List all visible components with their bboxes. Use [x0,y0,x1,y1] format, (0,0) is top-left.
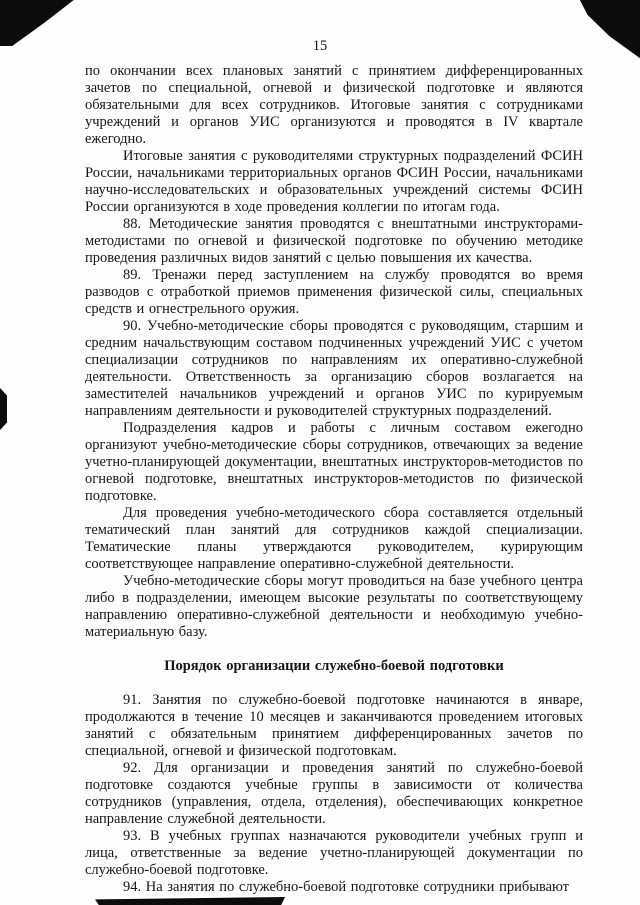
paragraph-item-94: 94. На занятия по служебно-боевой подготовке сотрудники прибывают [123,879,570,895]
paragraph-item-88: 88. Методические занятия проводятся с внештатными инструкторами-методистами по огневой и физической подготовке по обучению методике проведения различных видов занятий с целью повышения их качества. [85,216,583,266]
paragraph: Подразделения кадров и работы с личным составом ежегодно организуют учебно-методические сборы сотрудников, отвечающих за ведение учетно-планирующей документации, внештатных инструкторов-методистов по огневой подготовке, внештатных инструкторов-методистов по физической подготовке. [85,420,583,504]
paragraph-continuation: по окончании всех плановых занятий с принятием дифференцированных зачетов по специальной, огневой и физической подготовке и являются обязательными для всех сотрудников. Итоговые занятия с сотрудниками учреждений и органов УИС организуются и проводятся в IV квартале ежегодно. [85,63,583,147]
section-heading: Порядок организации служебно-боевой подготовки [164,658,504,674]
scan-edge-mark-bottom [95,897,285,905]
paragraph-item-89: 89. Тренажи перед заступлением на службу проводятся во время разводов с отработкой приемов применения физической силы, специальных средств и огнестрельного оружия. [85,267,583,317]
paragraph-item-92: 92. Для организации и проведения занятий по служебно-боевой подготовке создаются учебные группы в зависимости от количества сотрудников (управления, отдела, отделения), обеспечивающих конкретное направление служебной деятельности. [85,760,583,827]
paragraph-item-91: 91. Занятия по служебно-боевой подготовке начинаются в январе, продолжаются в течение 10 месяцев и заканчиваются проведением итоговых занятий с обязательным принятием дифференцированных зачетов по специальной, огневой и физической подготовкам. [85,692,583,759]
paragraph: Учебно-методические сборы могут проводиться на базе учебного центра либо в подразделении, имеющем высокие результаты по соответствующему направлению оперативно-служебной деятельности и необходимую учебно-материальную базу. [85,573,583,640]
scan-edge-mark-left [0,388,7,430]
page-number: 15 [312,38,328,54]
document-text [85,63,583,896]
paragraph-item-90: 90. Учебно-методические сборы проводятся с руководящим, старшим и средним начальствующим составом подчиненных учреждений УИС с учетом специализации сотрудников по направлениям их оперативно-служебной деятельности. Ответственность за организацию сборов возлагается на заместителей начальников учреждений и органов УИС по курируемым направлениям деятельности и руководителей структурных подразделений. [85,318,583,419]
paragraph: Для проведения учебно-методического сбора составляется отдельный тематический план занятий для сотрудников каждой специализации. Тематические планы утверждаются руководителем, курирующим соответствующее направление оперативно-служебной деятельности. [85,505,583,572]
paragraph: Итоговые занятия с руководителями структурных подразделений ФСИН России, начальниками территориальных органов ФСИН России, начальниками научно-исследовательских и образовательных учреждений системы ФСИН России организуются в ходе проведения коллегии по итогам года. [85,148,583,215]
paragraph-item-93: 93. В учебных группах назначаются руководители учебных групп и лица, ответственные за ведение учетно-планирующей документации по служебно-боевой подготовке. [85,828,583,878]
